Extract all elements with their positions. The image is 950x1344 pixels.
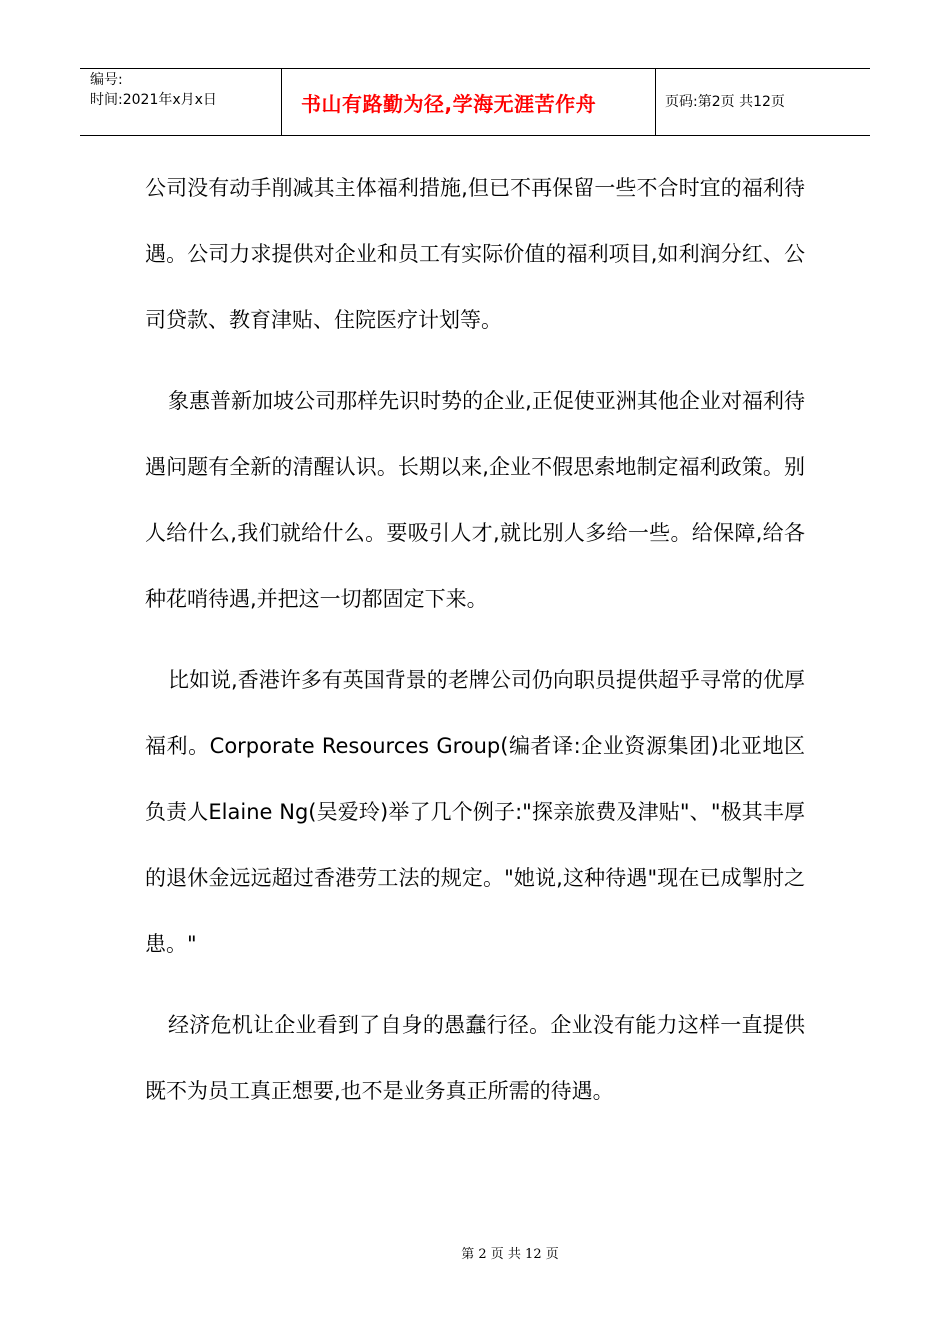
header-page-info: 页码:第2页 共12页 [665, 94, 785, 110]
paragraph-3: 比如说,香港许多有英国背景的老牌公司仍向职员提供超乎寻常的优厚福利。Corporate Resources Group(编者译:企业资源集团)北亚地区负责人Elaine Ng(吴爱玲)举了几个例子:"探亲旅费及津贴"、"极其丰厚的退休金远远超过香港劳工法的规定。"她说,这种待遇"现在已成掣肘之患。" [145, 668, 805, 956]
document-body [145, 155, 805, 1139]
paragraph-4: 经济危机让企业看到了自身的愚蠢行径。企业没有能力这样一直提供既不为员工真正想要,也不是业务真正所需的待遇。 [145, 1013, 805, 1103]
header-page-cell [655, 69, 870, 135]
header-meta-cell [80, 69, 282, 135]
header-motto-cell [281, 69, 656, 135]
paragraph-2: 象惠普新加坡公司那样先识时势的企业,正促使亚洲其他企业对福利待遇问题有全新的清醒认识。长期以来,企业不假思索地制定福利政策。别人给什么,我们就给什么。要吸引人才,就比别人多给一些。给保障,给各种花哨待遇,并把这一切都固定下来。 [145, 389, 805, 611]
document-header [80, 68, 870, 136]
page-footer: 第 2 页 共 12 页 [461, 1247, 559, 1262]
header-motto: 书山有路勤为径,学海无涯苦作舟 [301, 92, 597, 116]
paragraph-1: 公司没有动手削减其主体福利措施,但已不再保留一些不合时宜的福利待遇。公司力求提供对企业和员工有实际价值的福利项目,如利润分红、公司贷款、教育津贴、住院医疗计划等。 [145, 176, 805, 332]
document-date-label: 时间:2021年x月x日 [90, 92, 217, 108]
document-number-label: 编号: [90, 72, 123, 88]
